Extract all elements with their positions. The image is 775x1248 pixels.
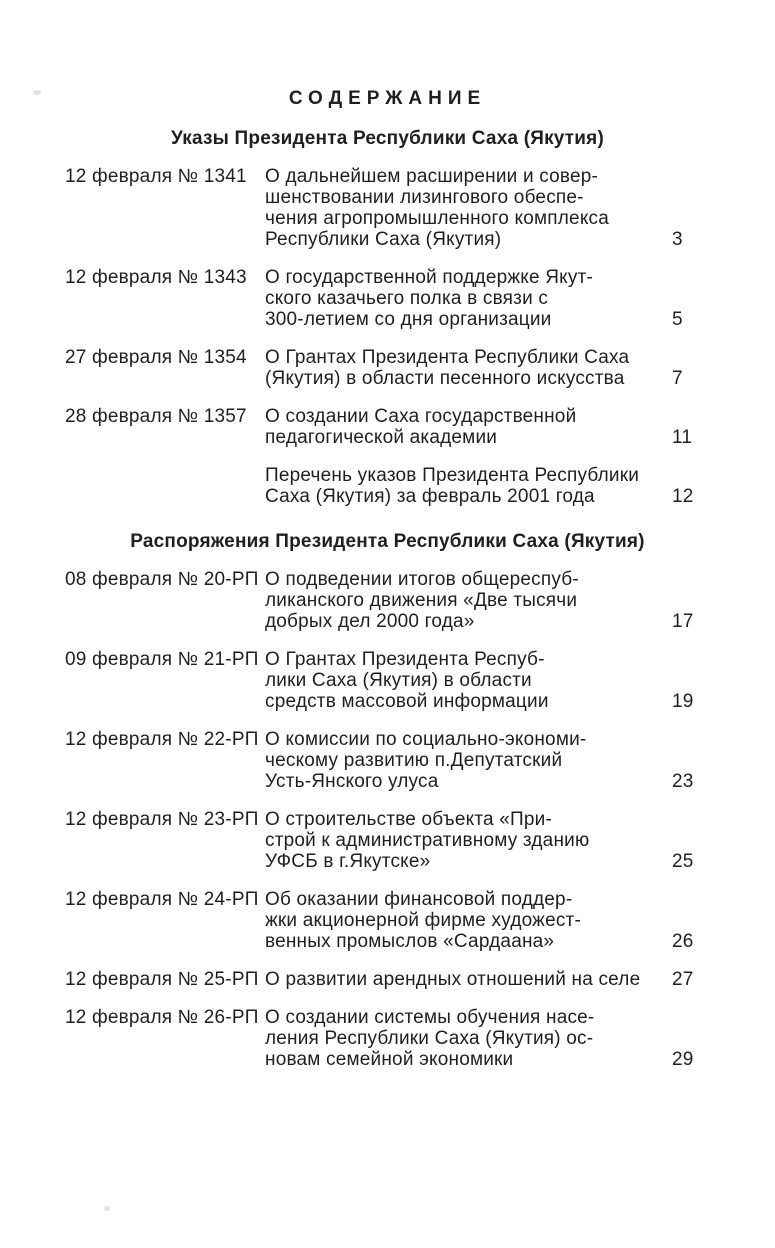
- entry-title-line: О Грантах Президента Респуб-: [265, 649, 545, 670]
- entry-title: [265, 889, 705, 952]
- entry-page-number: 25: [672, 851, 694, 872]
- toc-sections: [0, 128, 775, 1070]
- entry-title-line: строй к административному зданию: [265, 830, 590, 851]
- entry-page-number: 12: [672, 486, 694, 507]
- toc-entry: [65, 406, 705, 448]
- toc-section: [0, 531, 775, 1070]
- entry-title: [265, 166, 705, 250]
- toc-entry: [65, 267, 705, 330]
- entry-date: 12 февраля № 23-РП: [65, 809, 259, 830]
- entry-date: 08 февраля № 20-РП: [65, 569, 259, 590]
- entry-title-line: ликанского движения «Две тысячи: [265, 590, 578, 611]
- entry-title-line: О комиссии по социально-экономи-: [265, 729, 587, 750]
- entry-title-line: Республики Саха (Якутия): [265, 229, 502, 250]
- entry-date: 12 февраля № 1341: [65, 166, 247, 187]
- entry-title-line: ского казачьего полка в связи с: [265, 288, 549, 309]
- page-title: СОДЕРЖАНИЕ: [288, 88, 487, 109]
- toc-entry: [65, 969, 705, 990]
- entry-title-line: добрых дел 2000 года»: [265, 611, 475, 632]
- entry-title: [265, 649, 705, 712]
- entry-page-number: 29: [672, 1049, 694, 1070]
- entry-title-line: ления Республики Саха (Якутия) ос-: [265, 1028, 594, 1049]
- entry-title-line: 300-летием со дня организации: [265, 309, 552, 330]
- entry-title: [265, 1007, 705, 1070]
- entry-date: 28 февраля № 1357: [65, 406, 247, 427]
- entry-page-number: 3: [672, 229, 683, 250]
- entry-title: [265, 809, 705, 872]
- entry-title: [265, 969, 705, 990]
- entry-page-number: 23: [672, 771, 694, 792]
- entry-title: [265, 267, 705, 330]
- toc-page: [0, 88, 775, 1070]
- entry-date: 12 февраля № 26-РП: [65, 1007, 259, 1028]
- entry-title-line: О государственной поддержке Якут-: [265, 267, 594, 288]
- toc-entry: [65, 1007, 705, 1070]
- entry-title-line: О развитии арендных отношений на селе: [265, 969, 641, 990]
- entry-title-line: УФСБ в г.Якутске»: [265, 851, 431, 872]
- entry-page-number: 27: [672, 969, 694, 990]
- toc-entry: [65, 569, 705, 632]
- entry-title-line: чения агропромышленного комплекса: [265, 208, 610, 229]
- entry-title: [265, 569, 705, 632]
- entry-date: 12 февраля № 24-РП: [65, 889, 259, 910]
- entry-date: [65, 465, 265, 507]
- toc-entry: [65, 729, 705, 792]
- section-heading: Указы Президента Республики Саха (Якутия): [171, 128, 604, 149]
- entry-title-line: Саха (Якутия) за февраль 2001 года: [265, 486, 595, 507]
- entry-title: [265, 729, 705, 792]
- entry-date: 12 февраля № 22-РП: [65, 729, 259, 750]
- entry-title-line: О создании системы обучения насе-: [265, 1007, 595, 1028]
- toc-entry: [65, 347, 705, 389]
- entry-date: 12 февраля № 25-РП: [65, 969, 259, 990]
- section-entries: [0, 569, 775, 1070]
- entry-title-line: О дальнейшем расширении и совер-: [265, 166, 599, 187]
- entry-title: [265, 347, 705, 389]
- entry-page-number: 17: [672, 611, 694, 632]
- toc-entry: [65, 166, 705, 250]
- entry-title-line: (Якутия) в области песенного искусства: [265, 368, 625, 389]
- entry-title-line: новам семейной экономики: [265, 1049, 514, 1070]
- entry-title-line: лики Саха (Якутия) в области: [265, 670, 532, 691]
- toc-entry: [65, 465, 705, 507]
- toc-entry: [65, 889, 705, 952]
- entry-date: 12 февраля № 1343: [65, 267, 247, 288]
- section-entries: [0, 166, 775, 507]
- scan-speck-top: [33, 90, 41, 95]
- entry-title: [265, 465, 705, 507]
- entry-title-line: шенствовании лизингового обеспе-: [265, 187, 584, 208]
- section-heading: Распоряжения Президента Республики Саха (Якутия): [130, 531, 645, 552]
- entry-title-line: Усть-Янского улуса: [265, 771, 439, 792]
- entry-title-line: О создании Саха государственной: [265, 406, 577, 427]
- entry-title-line: ческому развитию п.Депутатский: [265, 750, 563, 771]
- toc-section: [0, 128, 775, 507]
- entry-page-number: 19: [672, 691, 694, 712]
- toc-entry: [65, 649, 705, 712]
- entry-title-line: педагогической академии: [265, 427, 498, 448]
- entry-title-line: О строительстве объекта «При-: [265, 809, 552, 830]
- entry-title-line: О подведении итогов общереспуб-: [265, 569, 579, 590]
- entry-title-line: жки акционерной фирме художест-: [265, 910, 581, 931]
- entry-title-line: Перечень указов Президента Республики: [265, 465, 640, 486]
- entry-date: 09 февраля № 21-РП: [65, 649, 259, 670]
- entry-page-number: 5: [672, 309, 683, 330]
- entry-title-line: венных промыслов «Сардаана»: [265, 931, 555, 952]
- entry-date: 27 февраля № 1354: [65, 347, 247, 368]
- entry-title-line: средств массовой информации: [265, 691, 549, 712]
- entry-title-line: Об оказании финансовой поддер-: [265, 889, 573, 910]
- entry-page-number: 11: [672, 427, 693, 448]
- entry-page-number: 7: [672, 368, 683, 389]
- scan-speck-bottom: [104, 1206, 110, 1211]
- entry-title: [265, 406, 705, 448]
- toc-entry: [65, 809, 705, 872]
- entry-page-number: 26: [672, 931, 694, 952]
- entry-title-line: О Грантах Президента Республики Саха: [265, 347, 630, 368]
